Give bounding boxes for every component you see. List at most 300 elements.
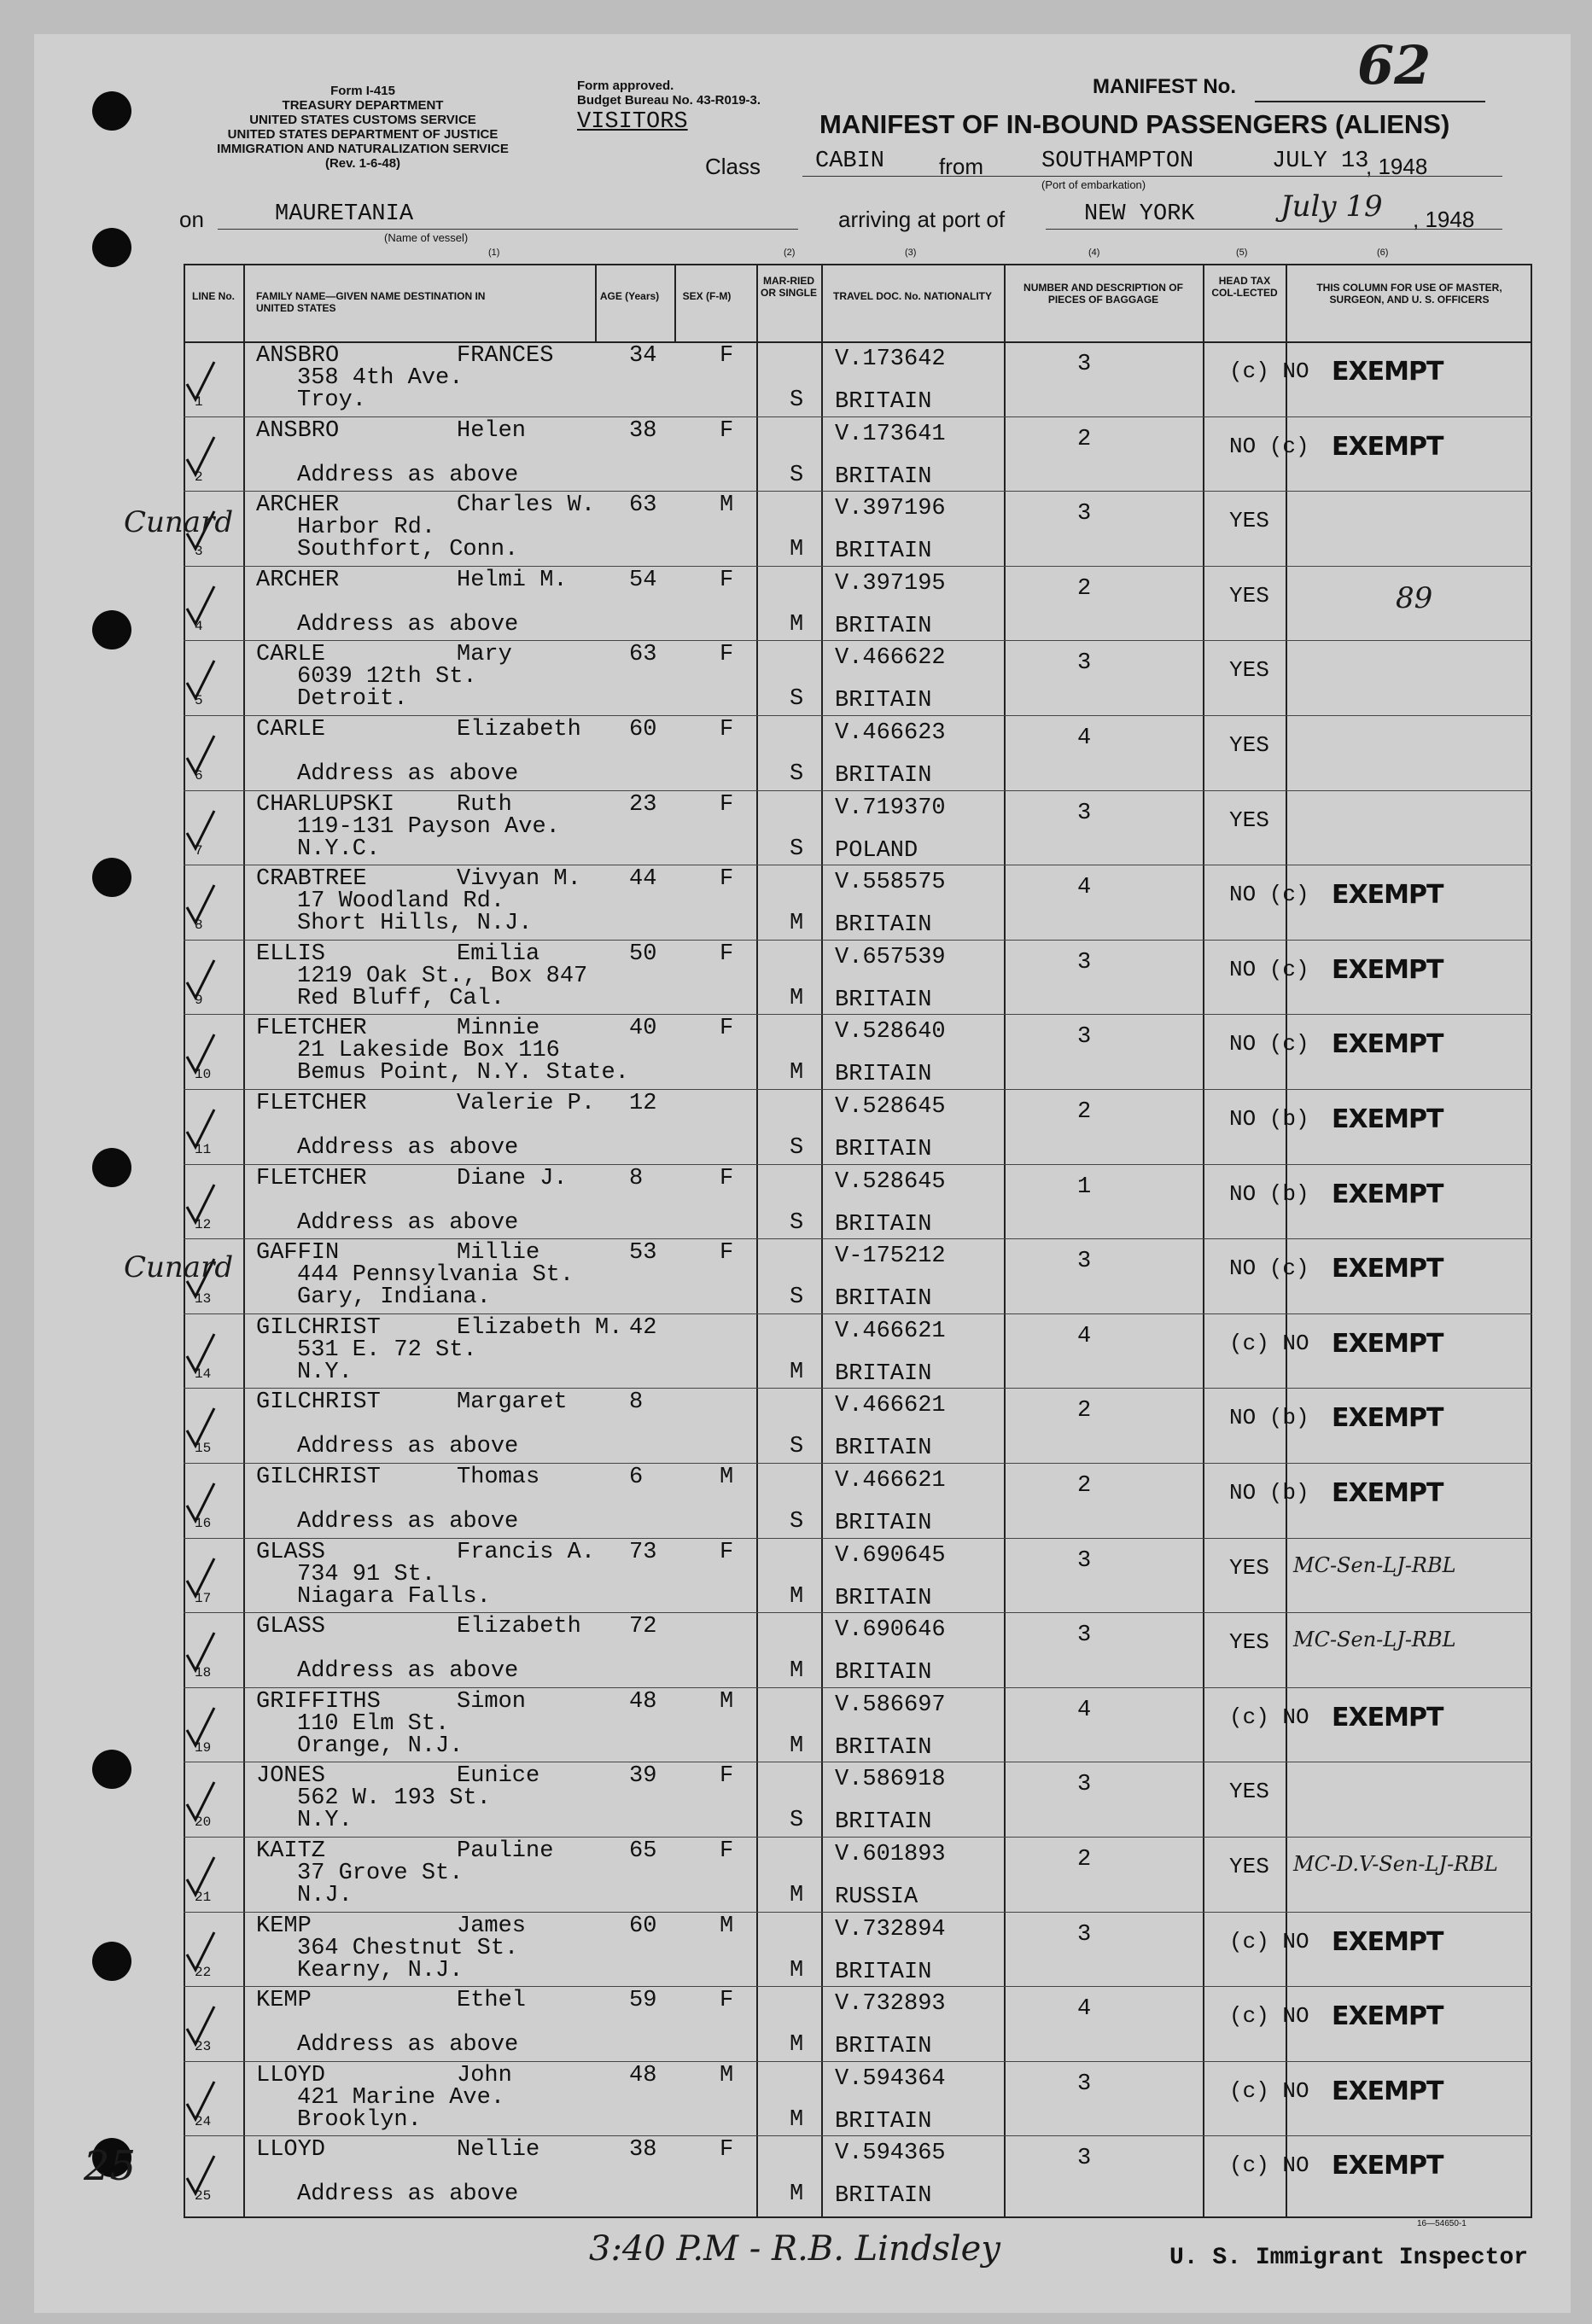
officer-remark: EXEMPT <box>1332 2076 1443 2106</box>
surname: FLETCHER <box>256 1091 367 1116</box>
surname: ANSBRO <box>256 343 340 369</box>
age: 72 <box>629 1614 657 1640</box>
sex: M <box>720 1688 734 1715</box>
age: 60 <box>629 1913 657 1939</box>
marital-status: S <box>790 1808 804 1834</box>
nationality: BRITAIN <box>835 1436 932 1462</box>
given-name: John <box>457 2062 512 2088</box>
given-name: Vivyan M. <box>457 866 581 893</box>
line-number: 25 <box>195 2188 212 2205</box>
surname: LLOYD <box>256 2062 326 2088</box>
col-header-married: MAR-RIED OR SINGLE <box>760 275 817 299</box>
address-line: N.J. <box>297 1883 353 1908</box>
binder-hole <box>92 1942 131 1981</box>
row-rule <box>184 491 1532 492</box>
address-line: Address as above <box>297 1658 519 1685</box>
col-header-travel-doc: TRAVEL DOC. No. NATIONALITY <box>833 290 992 302</box>
row-rule <box>184 1612 1532 1613</box>
sex: F <box>720 567 734 593</box>
check-mark <box>184 655 218 707</box>
line-number: 9 <box>195 992 203 1008</box>
surname: KAITZ <box>256 1838 326 1864</box>
marital-status: M <box>790 537 804 563</box>
surname: GLASS <box>256 1539 326 1565</box>
treasury-dept: TREASURY DEPARTMENT <box>282 98 444 113</box>
col-header-name: FAMILY NAME—GIVEN NAME DESTINATION IN UNITED STATES <box>256 290 486 314</box>
baggage-count: 4 <box>1077 1323 1092 1349</box>
surname: ANSBRO <box>256 417 340 444</box>
manifest-number-label: MANIFEST No. <box>1093 75 1236 98</box>
arrival-year: , 1948 <box>1413 207 1475 232</box>
address-line: 421 Marine Ave. <box>297 2084 505 2111</box>
age: 38 <box>629 417 657 444</box>
given-name: Elizabeth M. <box>457 1314 623 1341</box>
col-header-line: LINE No. <box>192 290 235 302</box>
line-number: 14 <box>195 1366 212 1382</box>
line-number: 2 <box>195 469 203 485</box>
address-line: 364 Chestnut St. <box>297 1935 519 1961</box>
address-line: Address as above <box>297 462 519 488</box>
marital-status: M <box>790 985 804 1011</box>
col-header-officers: THIS COLUMN FOR USE OF MASTER, SURGEON, AND U. S. OFFICERS <box>1316 282 1502 306</box>
travel-doc-number: V.173641 <box>835 421 946 447</box>
head-tax: NO (c) <box>1229 433 1309 459</box>
row-rule <box>184 1538 1532 1539</box>
surname: CHARLUPSKI <box>256 791 395 818</box>
age: 63 <box>629 642 657 668</box>
given-name: Nellie <box>457 2137 540 2164</box>
travel-doc-number: V.466621 <box>835 1318 946 1344</box>
check-mark <box>184 1478 218 1529</box>
address-line: Short Hills, N.J. <box>297 911 533 937</box>
age: 8 <box>629 1165 644 1191</box>
travel-doc-number: V.690646 <box>835 1617 946 1644</box>
head-tax: YES <box>1229 582 1269 609</box>
baggage-count: 3 <box>1077 800 1092 826</box>
form-id: Form I-415 <box>330 84 395 98</box>
row-rule <box>184 566 1532 567</box>
sex: F <box>720 866 734 893</box>
address-line: 17 Woodland Rd. <box>297 888 505 915</box>
marital-status: S <box>790 836 804 862</box>
col-num: (3) <box>905 248 917 258</box>
inspector-title: U. S. Immigrant Inspector <box>1169 2245 1529 2271</box>
age: 48 <box>629 2062 657 2088</box>
age: 73 <box>629 1539 657 1565</box>
row-rule <box>184 2135 1532 2136</box>
check-mark <box>184 1777 218 1828</box>
baggage-count: 3 <box>1077 1024 1092 1051</box>
sex: F <box>720 417 734 444</box>
head-tax: (c) NO <box>1229 2003 1309 2030</box>
nationality: BRITAIN <box>835 2108 932 2135</box>
check-mark <box>184 432 218 483</box>
given-name: Helen <box>457 417 527 444</box>
marital-status: M <box>790 1583 804 1610</box>
marital-status: M <box>790 1957 804 1983</box>
col-header-head-tax: HEAD TAX COL-LECTED <box>1211 275 1278 299</box>
marital-status: S <box>790 761 804 787</box>
binder-hole <box>92 858 131 897</box>
officer-remark: MC-D.V-Sen-LJ-RBL <box>1293 1852 1498 1876</box>
given-name: Millie <box>457 1240 540 1267</box>
head-tax: YES <box>1229 1629 1269 1656</box>
head-tax: YES <box>1229 732 1269 758</box>
line-number: 13 <box>195 1291 212 1308</box>
nationality: BRITAIN <box>835 389 932 415</box>
baggage-count: 4 <box>1077 1697 1092 1723</box>
sex: F <box>720 343 734 369</box>
col-num: (4) <box>1088 248 1100 258</box>
row-rule <box>184 640 1532 641</box>
travel-doc-number: V.657539 <box>835 944 946 970</box>
marital-status: S <box>790 462 804 488</box>
surname: GLASS <box>256 1614 326 1640</box>
travel-doc-number: V.732894 <box>835 1916 946 1942</box>
nationality: BRITAIN <box>835 1809 932 1836</box>
travel-doc-number: V.601893 <box>835 1842 946 1867</box>
column-rule <box>243 264 245 2218</box>
from-label: from <box>939 154 983 179</box>
row-rule <box>184 1388 1532 1389</box>
baggage-count: 4 <box>1077 875 1092 901</box>
travel-doc-number: V.466622 <box>835 645 946 672</box>
row-rule <box>184 1687 1532 1688</box>
vessel-name: MAURETANIA <box>275 201 414 227</box>
given-name: Diane J. <box>457 1165 568 1191</box>
baggage-count: 3 <box>1077 650 1092 677</box>
marital-status: S <box>790 1434 804 1460</box>
sex: F <box>720 1988 734 2014</box>
check-mark <box>184 1104 218 1156</box>
address-line: Brooklyn. <box>297 2106 422 2133</box>
given-name: Minnie <box>457 1016 540 1042</box>
column-rule <box>756 264 758 2218</box>
nationality: BRITAIN <box>835 1660 932 1686</box>
officer-remark: EXEMPT <box>1332 357 1443 387</box>
arrival-port: NEW YORK <box>1084 201 1195 227</box>
check-mark <box>184 2076 218 2128</box>
nationality: BRITAIN <box>835 1137 932 1162</box>
sex: F <box>720 1240 734 1267</box>
embark-port: SOUTHAMPTON <box>1041 149 1194 174</box>
surname: GAFFIN <box>256 1240 340 1267</box>
line-number: 12 <box>195 1216 212 1232</box>
head-tax: (c) NO <box>1229 358 1309 384</box>
check-mark <box>184 2151 218 2202</box>
age: 42 <box>629 1314 657 1341</box>
age: 60 <box>629 717 657 743</box>
travel-doc-number: V.586697 <box>835 1692 946 1718</box>
baggage-count: 2 <box>1077 1847 1092 1873</box>
check-mark <box>184 1703 218 1754</box>
marital-status: M <box>790 911 804 937</box>
column-rule <box>1286 264 1287 2218</box>
line-number: 18 <box>195 1665 212 1681</box>
marital-status: S <box>790 1209 804 1236</box>
sex: F <box>720 1838 734 1864</box>
given-name: Elizabeth <box>457 717 581 743</box>
surname: FLETCHER <box>256 1016 367 1042</box>
address-line: 734 91 St. <box>297 1561 436 1587</box>
manifest-number-line <box>1255 101 1485 102</box>
address-line: 6039 12th St. <box>297 664 477 690</box>
travel-doc-number: V.594365 <box>835 2141 946 2167</box>
row-rule <box>184 2061 1532 2062</box>
officer-remark: EXEMPT <box>1332 1179 1443 1209</box>
address-line: Orange, N.J. <box>297 1733 464 1759</box>
line-number: 8 <box>195 917 203 934</box>
baggage-count: 3 <box>1077 1249 1092 1275</box>
binder-hole <box>92 1750 131 1789</box>
col-num: (2) <box>784 248 796 258</box>
line-number: 1 <box>195 394 203 410</box>
given-name: Ruth <box>457 791 512 818</box>
travel-doc-number: V.528645 <box>835 1168 946 1195</box>
address-line: Address as above <box>297 2181 519 2208</box>
officer-remark: EXEMPT <box>1332 431 1443 462</box>
marital-status: M <box>790 611 804 638</box>
col-header-baggage: NUMBER AND DESCRIPTION OF PIECES OF BAGGAGE <box>1023 282 1183 306</box>
check-mark <box>184 1927 218 1978</box>
baggage-count: 4 <box>1077 1996 1092 2023</box>
given-name: Elizabeth <box>457 1614 581 1640</box>
check-mark <box>184 357 218 408</box>
address-line: 562 W. 193 St. <box>297 1785 491 1812</box>
row-rule <box>184 715 1532 716</box>
row-rule <box>184 1014 1532 1015</box>
col-num: (6) <box>1377 248 1389 258</box>
address-line: Troy. <box>297 387 367 413</box>
check-mark <box>184 880 218 931</box>
head-tax: (c) NO <box>1229 1330 1309 1356</box>
arrival-line <box>1046 229 1502 230</box>
address-line: Southfort, Conn. <box>297 537 519 563</box>
age: 40 <box>629 1016 657 1042</box>
check-mark <box>184 1403 218 1454</box>
nationality: POLAND <box>835 837 918 864</box>
nationality: BRITAIN <box>835 1585 932 1611</box>
travel-doc-number: V.594364 <box>835 2065 946 2092</box>
check-mark <box>184 1553 218 1605</box>
line-number: 23 <box>195 2039 212 2055</box>
line-number: 7 <box>195 842 203 859</box>
officer-remark: EXEMPT <box>1332 2151 1443 2181</box>
row-rule <box>184 1837 1532 1838</box>
nationality: BRITAIN <box>835 1211 932 1238</box>
marital-status: S <box>790 1284 804 1311</box>
baggage-count: 3 <box>1077 352 1092 377</box>
given-name: Margaret <box>457 1389 568 1416</box>
head-tax: NO (c) <box>1229 882 1309 908</box>
nationality: BRITAIN <box>835 2034 932 2060</box>
row-rule <box>184 1463 1532 1464</box>
column-rule <box>674 264 676 341</box>
column-rule <box>821 264 823 2218</box>
vessel-line <box>218 229 798 230</box>
address-line: 1219 Oak St., Box 847 <box>297 963 588 989</box>
col-header-age: AGE (Years) <box>599 290 660 302</box>
age: 38 <box>629 2137 657 2164</box>
class-label: Class <box>705 154 761 179</box>
visitors-label: VISITORS <box>577 109 688 135</box>
address-line: Kearny, N.J. <box>297 1957 464 1983</box>
nationality: BRITAIN <box>835 912 932 939</box>
line-number: 17 <box>195 1590 212 1606</box>
check-mark <box>184 1628 218 1679</box>
age: 53 <box>629 1240 657 1267</box>
address-line: Address as above <box>297 1209 519 1236</box>
address-line: Address as above <box>297 611 519 638</box>
address-line: Detroit. <box>297 686 408 713</box>
address-line: Address as above <box>297 2032 519 2059</box>
justice-dept: UNITED STATES DEPARTMENT OF JUSTICE <box>227 127 499 142</box>
marital-status: S <box>790 686 804 713</box>
address-line: Address as above <box>297 1135 519 1161</box>
marital-status: S <box>790 387 804 413</box>
marital-status: M <box>790 2032 804 2059</box>
check-mark <box>184 1329 218 1380</box>
officer-remark: EXEMPT <box>1332 1403 1443 1434</box>
sex: M <box>720 2062 734 2088</box>
surname: GILCHRIST <box>256 1465 381 1490</box>
check-mark <box>184 1179 218 1231</box>
baggage-count: 2 <box>1077 1473 1092 1499</box>
row-rule <box>184 416 1532 417</box>
baggage-count: 2 <box>1077 1099 1092 1125</box>
marital-status: M <box>790 1658 804 1685</box>
sex: F <box>720 791 734 818</box>
baggage-count: 3 <box>1077 501 1092 527</box>
surname: FLETCHER <box>256 1165 367 1191</box>
travel-doc-number: V.528640 <box>835 1019 946 1046</box>
age: 8 <box>629 1389 644 1416</box>
head-tax: (c) NO <box>1229 1704 1309 1730</box>
head-tax: YES <box>1229 508 1269 534</box>
sex: F <box>720 1763 734 1790</box>
baggage-count: 1 <box>1077 1174 1092 1200</box>
sex: F <box>720 941 734 967</box>
marital-status: S <box>790 1135 804 1161</box>
nationality: BRITAIN <box>835 2183 932 2210</box>
age: 34 <box>629 343 657 369</box>
given-name: Francis A. <box>457 1539 596 1565</box>
given-name: Eunice <box>457 1763 540 1790</box>
sex: M <box>720 492 734 519</box>
head-tax: YES <box>1229 657 1269 684</box>
surname: KEMP <box>256 1988 312 2014</box>
age: 23 <box>629 791 657 818</box>
row-rule <box>184 1986 1532 1987</box>
address-line: 37 Grove St. <box>297 1861 464 1886</box>
nationality: RUSSIA <box>835 1884 918 1910</box>
head-tax: (c) NO <box>1229 2077 1309 2104</box>
given-name: Charles W. <box>457 492 596 519</box>
address-line: Address as above <box>297 761 519 787</box>
officer-remark: EXEMPT <box>1332 1328 1443 1359</box>
surname: GILCHRIST <box>256 1389 381 1416</box>
check-mark <box>184 731 218 782</box>
address-line: Bemus Point, N.Y. State. <box>297 1060 629 1086</box>
travel-doc-number: V.466621 <box>835 1393 946 1419</box>
header-rule <box>184 341 1532 343</box>
head-tax: NO (b) <box>1229 1106 1309 1132</box>
surname: JONES <box>256 1763 326 1790</box>
age: 12 <box>629 1091 657 1116</box>
head-tax: NO (c) <box>1229 1031 1309 1057</box>
line-number: 19 <box>195 1739 212 1756</box>
form-code: 16—54650-1 <box>1417 2219 1467 2228</box>
marital-status: M <box>790 1359 804 1385</box>
age: 63 <box>629 492 657 519</box>
binder-hole <box>92 91 131 131</box>
nationality: BRITAIN <box>835 539 932 565</box>
check-mark <box>184 581 218 632</box>
head-tax: NO (b) <box>1229 1180 1309 1207</box>
travel-doc-number: V.528645 <box>835 1094 946 1120</box>
travel-doc-number: V.719370 <box>835 795 946 821</box>
line-number: 24 <box>195 2113 212 2129</box>
row-rule <box>184 1313 1532 1314</box>
sex: F <box>720 2137 734 2164</box>
address-line: 119-131 Payson Ave. <box>297 813 560 840</box>
on-label: on <box>179 207 204 232</box>
address-line: N.Y. <box>297 1808 353 1834</box>
sex: F <box>720 1539 734 1565</box>
address-line: 21 Lakeside Box 116 <box>297 1038 560 1064</box>
binder-hole <box>92 610 131 649</box>
address-line: N.Y. <box>297 1359 353 1385</box>
column-rule <box>1203 264 1204 2218</box>
officer-remark: MC-Sen-LJ-RBL <box>1293 1552 1456 1577</box>
given-name: Pauline <box>457 1838 554 1864</box>
margin-note-cunard: Cunard <box>124 1250 234 1284</box>
check-mark <box>184 1852 218 1903</box>
marital-status: M <box>790 2106 804 2133</box>
arrival-date: July 19 <box>1280 189 1383 224</box>
age: 39 <box>629 1763 657 1790</box>
age: 50 <box>629 941 657 967</box>
class-value: CABIN <box>815 149 885 174</box>
officer-remark: EXEMPT <box>1332 954 1443 985</box>
surname: GILCHRIST <box>256 1314 381 1341</box>
embark-year: , 1948 <box>1366 154 1428 179</box>
travel-doc-number: V.586918 <box>835 1767 946 1793</box>
officer-remark: EXEMPT <box>1332 1104 1443 1134</box>
embark-date: JULY 13 <box>1272 149 1369 174</box>
address-line: Harbor Rd. <box>297 515 436 541</box>
head-tax: YES <box>1229 1554 1269 1581</box>
line-number: 5 <box>195 693 203 709</box>
sex: M <box>720 1913 734 1939</box>
line-number: 15 <box>195 1441 212 1457</box>
check-mark <box>184 955 218 1006</box>
sex: F <box>720 717 734 743</box>
surname: ARCHER <box>256 492 340 519</box>
travel-doc-number: V.173642 <box>835 347 946 372</box>
surname: ELLIS <box>256 941 326 967</box>
line-number: 10 <box>195 1067 212 1083</box>
check-mark <box>184 2001 218 2053</box>
manifest-number: 62 <box>1357 34 1432 96</box>
nationality: BRITAIN <box>835 688 932 714</box>
head-tax: YES <box>1229 807 1269 833</box>
column-rule <box>595 264 597 341</box>
binder-hole <box>92 228 131 267</box>
head-tax: YES <box>1229 1779 1269 1805</box>
head-tax: NO (b) <box>1229 1480 1309 1506</box>
officer-remark: MC-Sen-LJ-RBL <box>1293 1628 1456 1652</box>
